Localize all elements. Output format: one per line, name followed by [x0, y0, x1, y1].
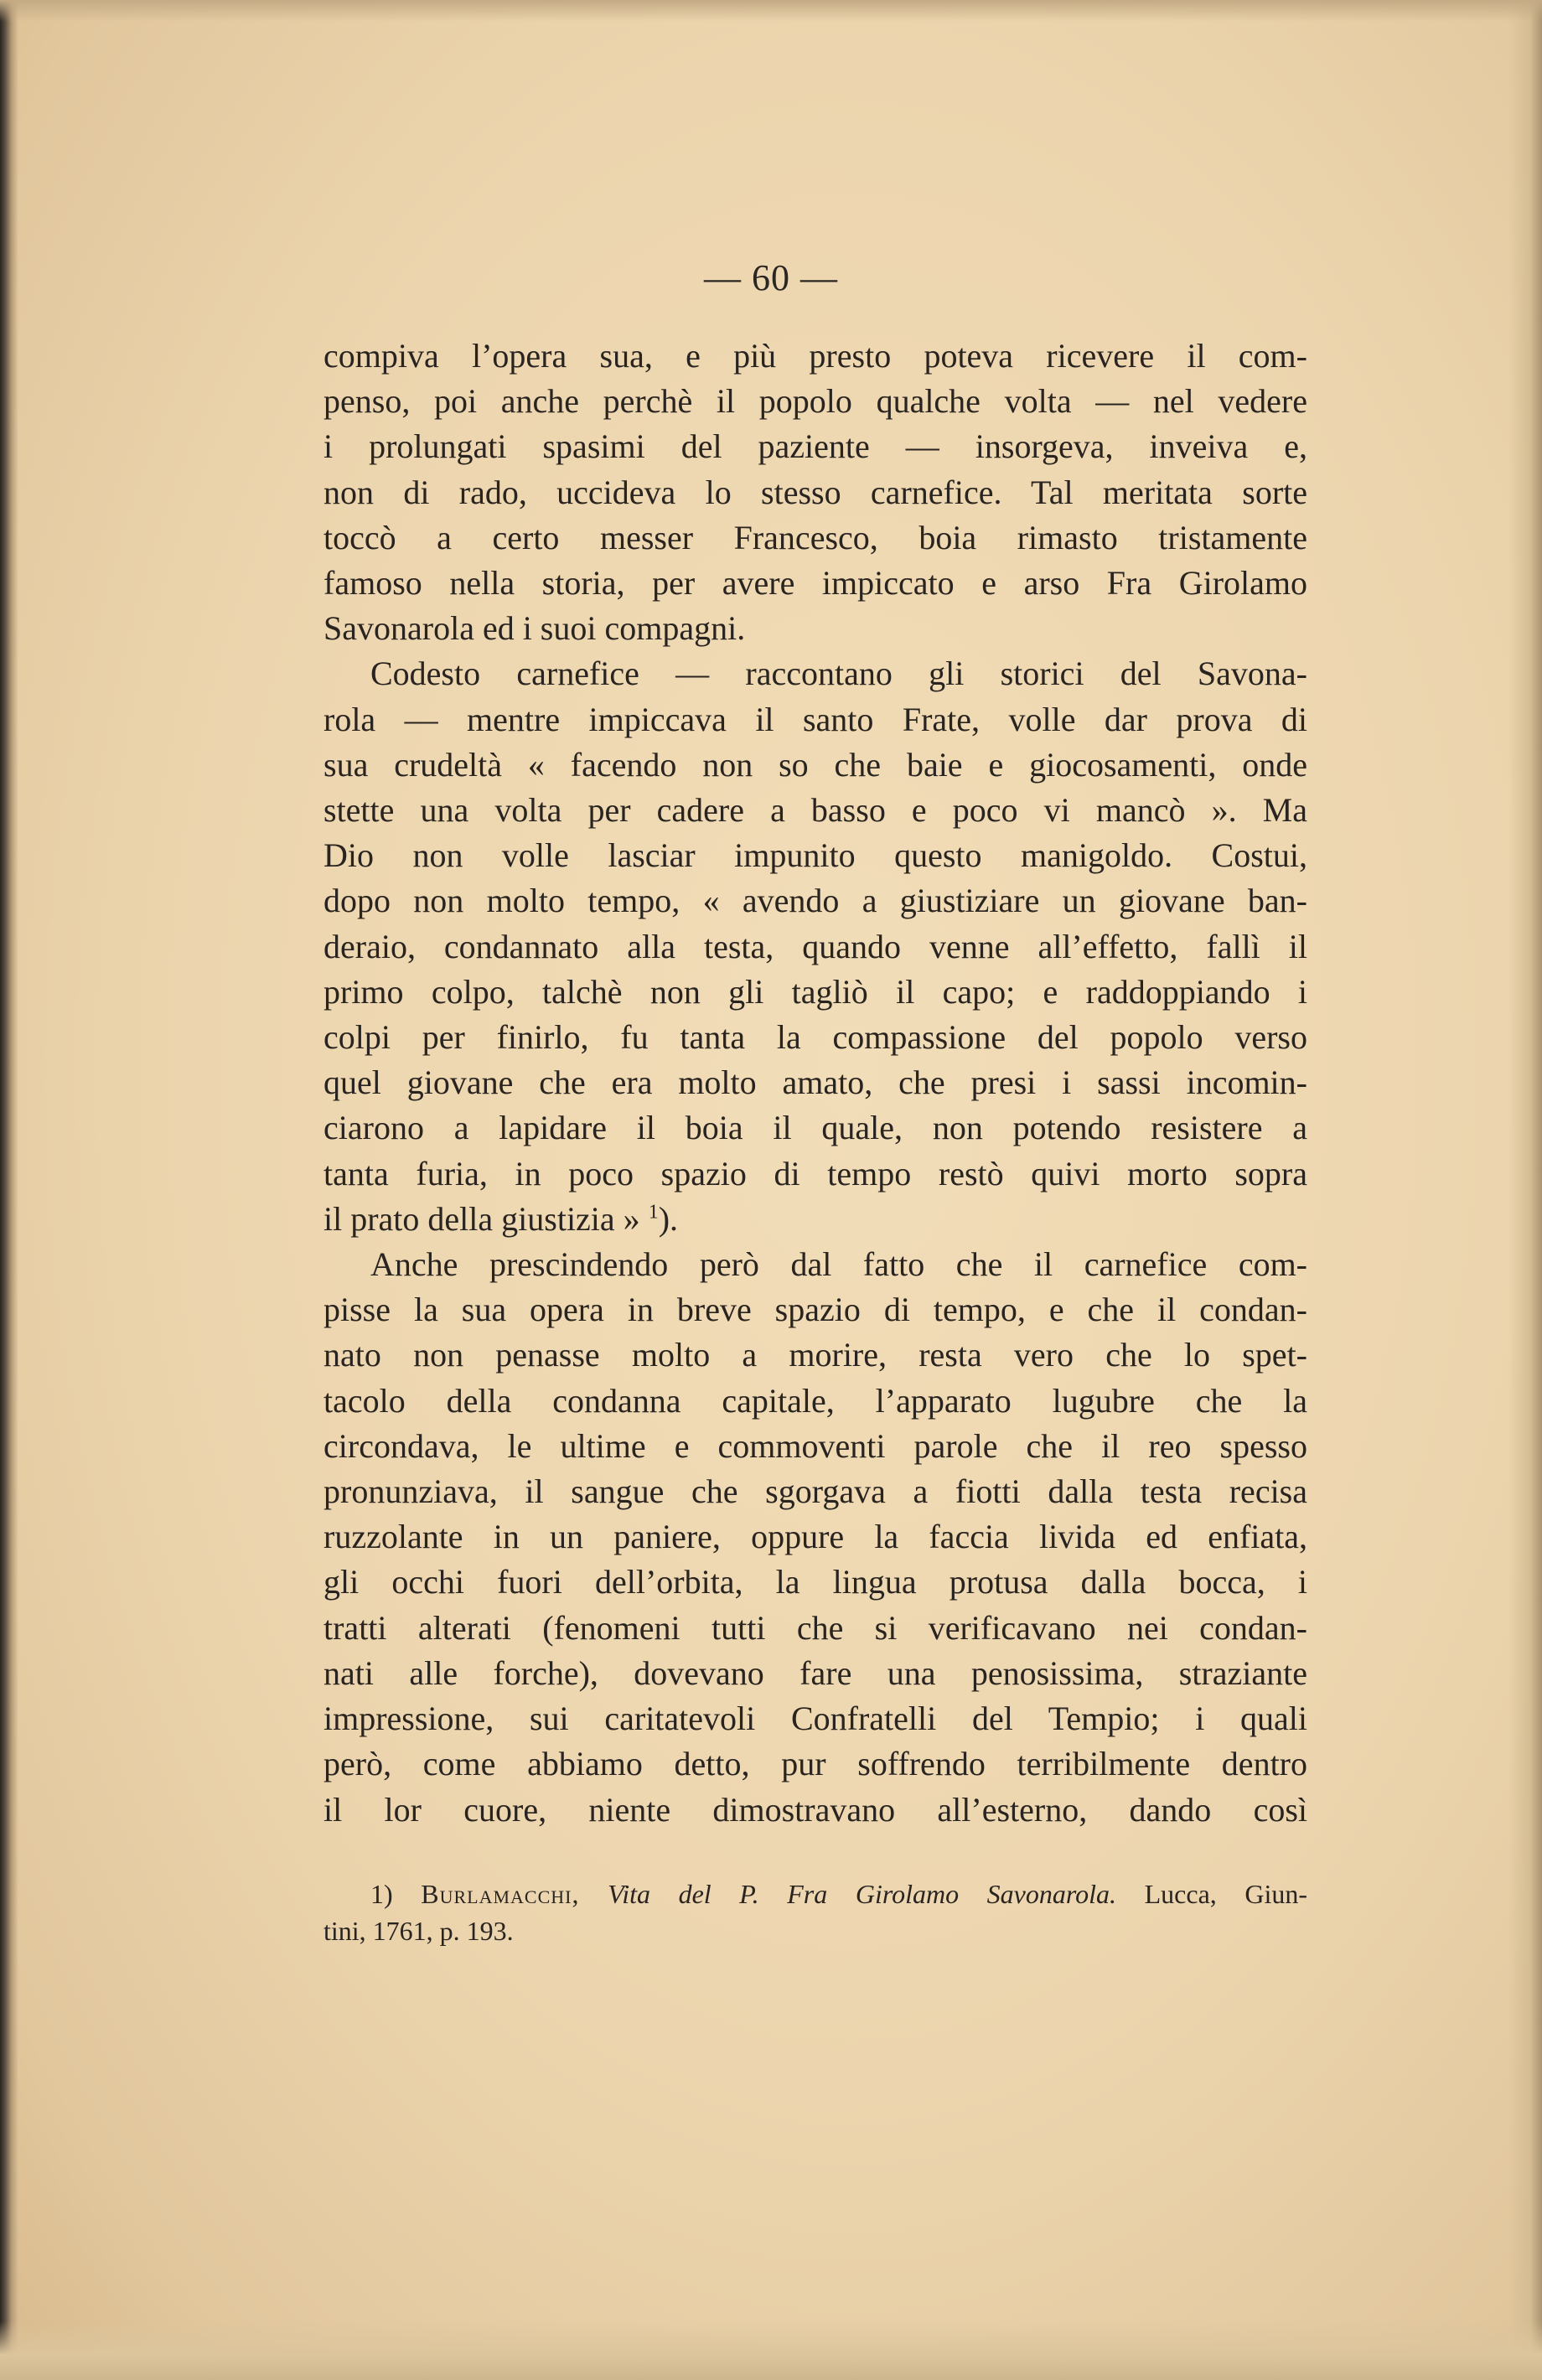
text-line: deraio, condannato alla testa, quando venne all’effetto, fallì il: [323, 927, 1307, 965]
text-line: quel giovane che era molto amato, che presi i sassi incomin-: [323, 1063, 1307, 1102]
text-line: pronunziava, il sangue che sgorgava a fiotti dalla testa recisa: [323, 1472, 1307, 1511]
page-top-edge: [0, 0, 1542, 22]
text-line: dopo non molto tempo, « avendo a giustiziare un giovane ban-: [323, 882, 1307, 920]
text-line: ruzzolante in un paniere, oppure la faccia livida ed enfiata,: [323, 1518, 1307, 1556]
text-line-with-footnote: [323, 1197, 1307, 1242]
footnote-publisher: Lucca, Giun-: [1144, 1879, 1308, 1909]
text-line: impressione, sui caritatevoli Confratelli del Tempio; i quali: [323, 1700, 1307, 1738]
text-line: Anche prescindendo però dal fatto che il carnefice com-: [370, 1245, 1307, 1284]
text-line: famoso nella storia, per avere impiccato e arso Fra Girolamo: [323, 564, 1307, 603]
text-line: Savonarola ed i suoi compagni.: [323, 609, 746, 648]
footnote-reference[interactable]: 1: [648, 1201, 659, 1224]
text-line: il lor cuore, niente dimostravano all’esterno, dando così: [323, 1790, 1307, 1829]
page-left-edge: [0, 0, 18, 2380]
footnote-line: tini, 1761, p. 193.: [323, 1916, 514, 1946]
text-line: tanta furia, in poco spazio di tempo restò quivi morto sopra: [323, 1154, 1307, 1193]
footnote-title: Vita del P. Fra Girolamo Savonarola.: [608, 1879, 1117, 1909]
footnote: [323, 1876, 1307, 1949]
closing-punctuation: ).: [658, 1199, 679, 1238]
text-line: pisse la sua opera in breve spazio di tempo, e che il condan-: [323, 1291, 1307, 1329]
text-line: il prato della giustizia »: [323, 1199, 640, 1238]
text-line: i prolungati spasimi del paziente — insorgeva, inveiva e,: [323, 427, 1307, 466]
paragraph-2: [323, 651, 1307, 1242]
text-line: tacolo della condanna capitale, l’apparato lugubre che la: [323, 1381, 1307, 1420]
text-line: tratti alterati (fenomeni tutti che si verificavano nei condan-: [323, 1608, 1307, 1647]
text-line: nato non penasse molto a morire, resta vero che lo spet-: [323, 1336, 1307, 1374]
text-line: circondava, le ultime e commoventi parole che il reo spesso: [323, 1426, 1307, 1465]
footnote-marker: 1): [370, 1879, 393, 1909]
text-line: però, come abbiamo detto, pur soffrendo terribilmente dentro: [323, 1745, 1307, 1783]
footnote-line: [323, 1876, 1307, 1912]
text-line: compiva l’opera sua, e più presto poteva ricevere il com-: [323, 337, 1307, 375]
text-line: stette una volta per cadere a basso e poco vi mancò ». Ma: [323, 791, 1307, 830]
text-line: sua crudeltà « facendo non so che baie e giocosamenti, onde: [323, 745, 1307, 784]
text-line: non di rado, uccideva lo stesso carnefice. Tal meritata sorte: [323, 473, 1307, 511]
body-text: [323, 334, 1307, 1833]
text-line: penso, poi anche perchè il popolo qualche volta — nel vedere: [323, 382, 1307, 421]
page-right-edge: [1508, 0, 1542, 2380]
footnote-author: Burlamacchi,: [421, 1879, 580, 1909]
text-line: ciarono a lapidare il boia il quale, non potendo resistere a: [323, 1109, 1307, 1147]
text-line: gli occhi fuori dell’orbita, la lingua protusa dalla bocca, i: [323, 1563, 1307, 1601]
paragraph-1: [323, 334, 1307, 651]
text-line: Codesto carnefice — raccontano gli storici del Savona-: [370, 654, 1307, 693]
page-bottom-edge: [0, 2321, 1542, 2380]
text-line: colpi per finirlo, fu tanta la compassione del popolo verso: [323, 1018, 1307, 1057]
text-line: Dio non volle lasciar impunito questo manigoldo. Costui,: [323, 836, 1307, 875]
page-number: — 60 —: [704, 257, 838, 298]
text-line: rola — mentre impiccava il santo Frate, volle dar prova di: [323, 700, 1307, 738]
paragraph-3: [323, 1242, 1307, 1833]
text-line: toccò a certo messer Francesco, boia rimasto tristamente: [323, 518, 1307, 556]
text-line: nati alle forche), dovevano fare una penosissima, straziante: [323, 1653, 1307, 1692]
text-line: primo colpo, talchè non gli tagliò il capo; e raddoppiando i: [323, 972, 1307, 1011]
